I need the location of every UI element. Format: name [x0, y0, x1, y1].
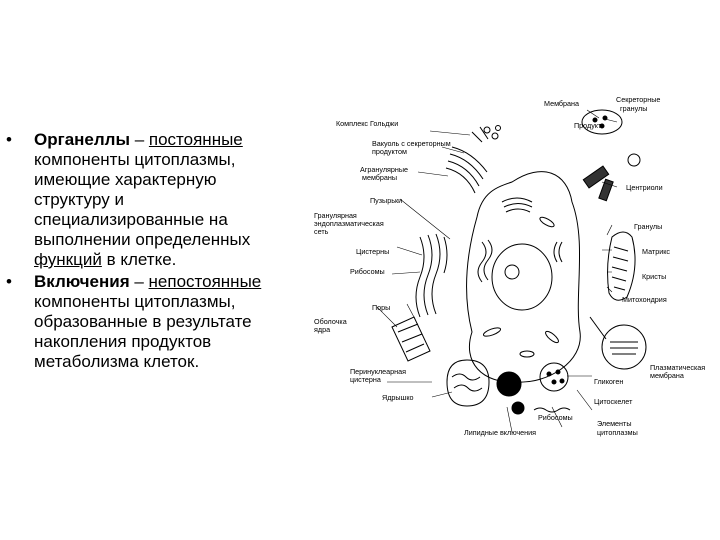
- label-golgi: Комплекс Гольджи: [336, 119, 399, 128]
- label-matrix: Матрикс: [642, 247, 671, 256]
- definition-text: функций: [34, 250, 102, 269]
- term-organelles: Органеллы: [34, 130, 130, 149]
- label-cytoplasm-elements: Элементы: [597, 419, 632, 428]
- label-product: Продукт: [574, 121, 602, 130]
- bullet-marker: •: [6, 272, 12, 291]
- golgi-inner: [502, 198, 532, 212]
- label-cristae: Кристы: [642, 272, 667, 281]
- bullet-list: [6, 130, 306, 374]
- cell-outline: [467, 172, 581, 383]
- definition-text: образованные в результате: [34, 312, 252, 331]
- definition-text: метаболизма клеток.: [34, 352, 200, 371]
- definition-text: имеющие характерную: [34, 170, 217, 189]
- nucleus: [492, 244, 552, 310]
- bullet-organelles: • Органеллы – постоянные компоненты цитоплазмы, имеющие характерную структуру и специализированные на выполнении определенных функций в клетке.: [6, 130, 306, 270]
- definition-text: компоненты цитоплазмы,: [34, 150, 236, 169]
- label-plasma-membrane: мембрана: [650, 371, 684, 380]
- label-nuclear-envelope: ядра: [314, 325, 331, 334]
- bullet-marker: •: [6, 130, 12, 149]
- er-inner: [478, 240, 562, 282]
- golgi-complex: [446, 127, 488, 193]
- label-agranular: Агранулярные: [360, 165, 409, 174]
- term-inclusions: Включения: [34, 272, 130, 291]
- definition-text: постоянные: [148, 130, 243, 149]
- granular-er: [416, 234, 447, 317]
- label-plasma-membrane: Плазматическая: [650, 363, 706, 372]
- definition-text: в клетке.: [106, 250, 177, 269]
- label-secretory-granules: гранулы: [620, 104, 648, 113]
- cell-diagram: [312, 92, 720, 442]
- label-nuclear-envelope: Оболочка: [314, 317, 347, 326]
- label-granules: Гранулы: [634, 222, 663, 231]
- lipid-inclusion: [497, 372, 521, 396]
- label-nucleolus: Ядрышко: [382, 393, 414, 402]
- glycogen: [540, 363, 568, 391]
- definition-text: накопления продуктов: [34, 332, 212, 351]
- definition-text: непостоянные: [148, 272, 262, 291]
- bullet-inclusions: • Включения – непостоянные компоненты цитоплазмы, образованные в результате накопления продуктов метаболизма клеток.: [6, 272, 306, 372]
- definition-text: специализированные на: [34, 210, 228, 229]
- label-cytoplasm-elements: цитоплазмы: [597, 428, 638, 437]
- mitochondrion: [608, 232, 636, 300]
- label-vesicles: Пузырьки: [370, 196, 403, 205]
- label-granular-er: Гранулярная: [314, 211, 357, 220]
- label-mitochondria: Митохондрия: [622, 295, 667, 304]
- label-secretory-granules: Секреторные: [616, 95, 661, 104]
- definition-text: структуру и: [34, 190, 124, 209]
- label-vacuole: Вакуоль с секреторным: [372, 139, 451, 148]
- definition-text: компоненты цитоплазмы,: [34, 292, 236, 311]
- cytoskeleton: [590, 317, 606, 339]
- label-ribosomes-2: Рибосомы: [538, 413, 573, 422]
- ribosomes: [534, 408, 570, 412]
- label-glycogen: Гликоген: [594, 377, 624, 386]
- label-perinuclear: цистерна: [350, 375, 381, 384]
- plasma-membrane: [602, 325, 646, 369]
- label-membrane: Мембрана: [544, 99, 580, 108]
- label-perinuclear: Перинуклеарная: [350, 367, 407, 376]
- label-cisterns: Цистерны: [356, 247, 390, 256]
- label-centriole: Центриоли: [626, 183, 663, 192]
- label-agranular: мембраны: [362, 173, 398, 182]
- label-lipid-inclusions: Липидные включения: [464, 428, 537, 437]
- label-cytoskeleton: Цитоскелет: [594, 397, 633, 406]
- nucleolus-cluster: [447, 360, 489, 406]
- label-granular-er: сеть: [314, 227, 329, 236]
- definition-text: выполнении определенных: [34, 230, 251, 249]
- label-granular-er: эндоплазматическая: [314, 219, 384, 228]
- label-pores: Поры: [372, 303, 391, 312]
- nuclear-envelope: [392, 317, 430, 361]
- nucleolus: [505, 265, 519, 279]
- label-ribosomes: Рибосомы: [350, 267, 385, 276]
- label-vacuole: продуктом: [372, 147, 407, 156]
